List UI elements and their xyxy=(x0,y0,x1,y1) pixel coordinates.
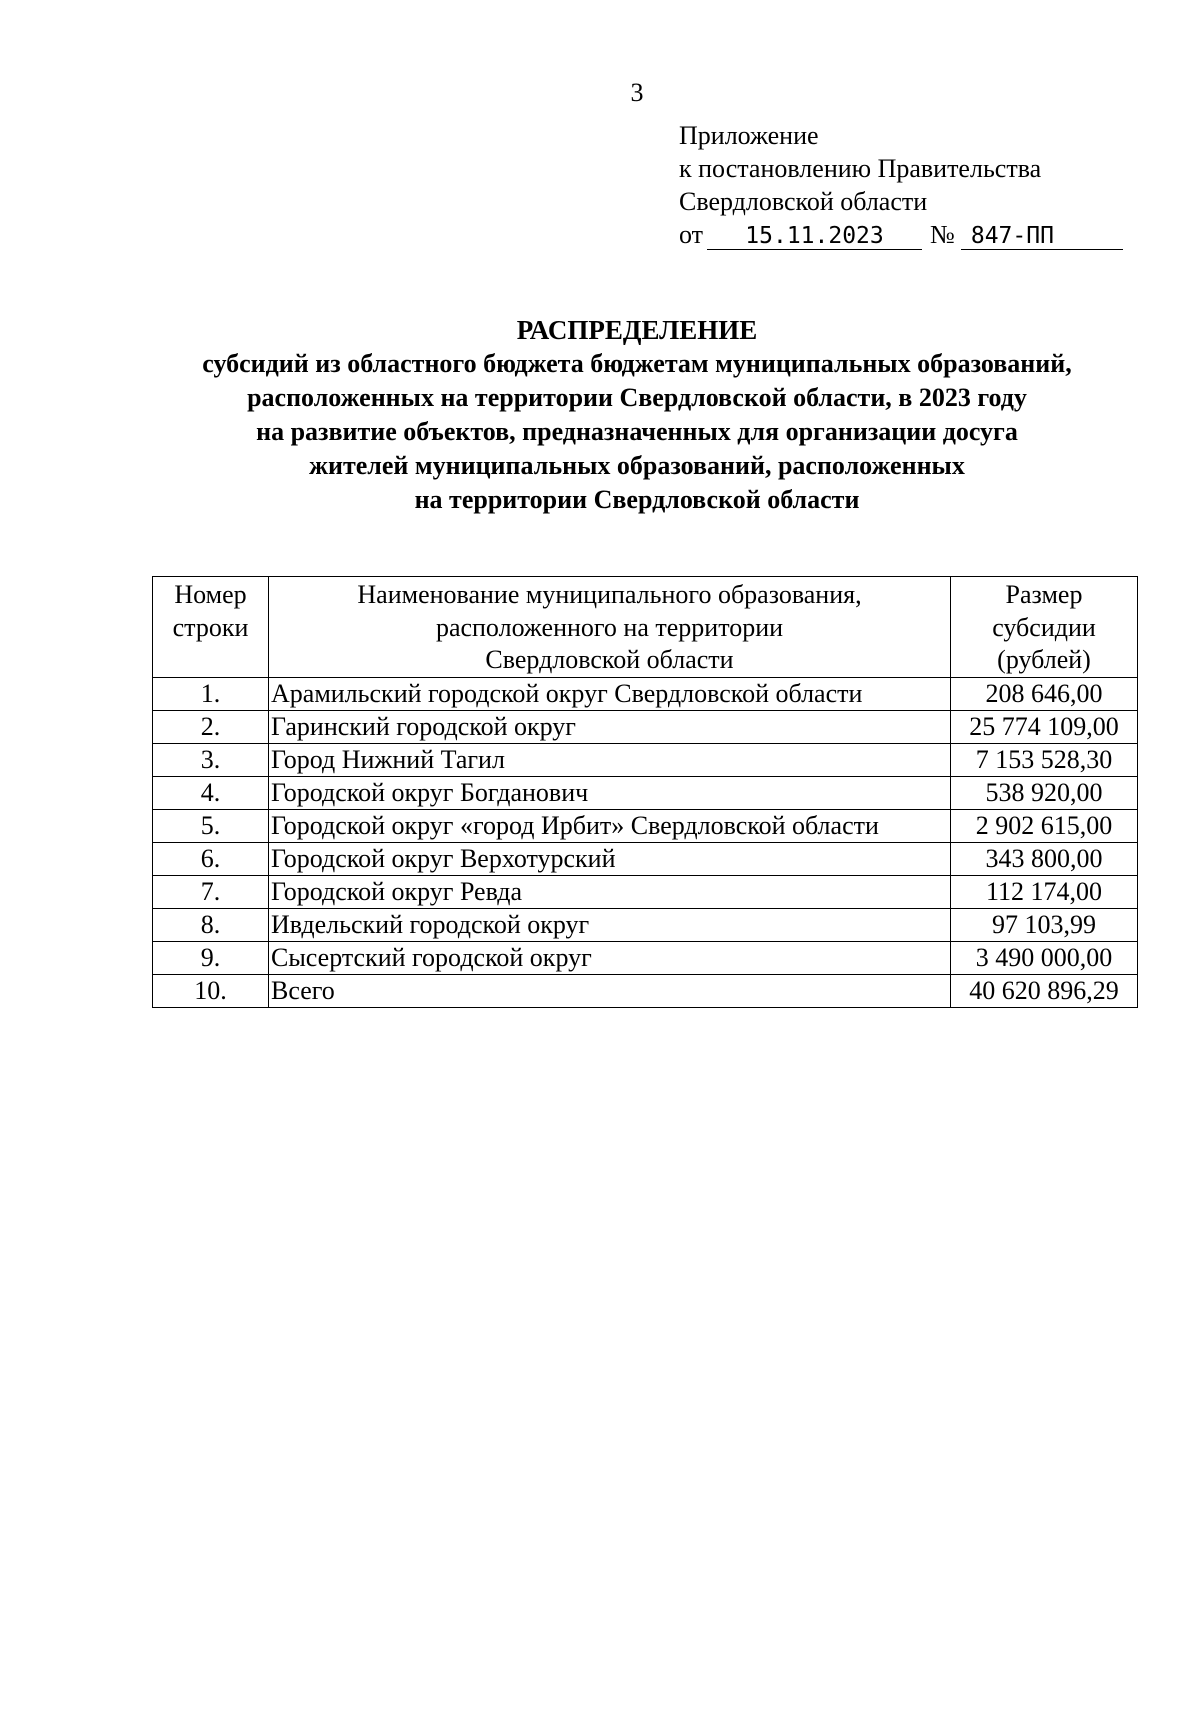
municipality-name: Городской округ Верхотурский xyxy=(269,842,951,875)
header-municipality xyxy=(269,577,951,678)
row-number: 10. xyxy=(153,974,269,1007)
table-row xyxy=(153,710,1138,743)
document-title xyxy=(0,313,1200,517)
municipality-name: Сысертский городской округ xyxy=(269,941,951,974)
appendix-line-1: Приложение xyxy=(679,121,819,150)
subsidy-table xyxy=(152,576,1138,1008)
header-text: Номер xyxy=(174,580,247,609)
row-number: 4. xyxy=(153,776,269,809)
header-text: строки xyxy=(172,612,249,642)
title-line-5: на территории Свердловской области xyxy=(414,485,860,514)
title-line-4: жителей муниципальных образований, расположенных xyxy=(309,451,965,480)
table-row xyxy=(153,875,1138,908)
decree-number: 847-ПП xyxy=(961,223,1123,250)
row-number: 2. xyxy=(153,710,269,743)
title-heading: РАСПРЕДЕЛЕНИЕ xyxy=(516,315,758,345)
appendix-line-2: к постановлению Правительства xyxy=(679,154,1042,183)
municipality-name: Городской округ Богданович xyxy=(269,776,951,809)
municipality-name: Ивдельский городской округ xyxy=(269,908,951,941)
table-header-row xyxy=(153,577,1138,678)
row-number: 5. xyxy=(153,809,269,842)
header-text: (рублей) xyxy=(997,645,1091,674)
municipality-name: Городской округ «город Ирбит» Свердловской области xyxy=(269,809,951,842)
table-row xyxy=(153,842,1138,875)
row-number: 8. xyxy=(153,908,269,941)
subsidy-amount: 97 103,99 xyxy=(951,908,1138,941)
subsidy-amount: 25 774 109,00 xyxy=(951,710,1138,743)
appendix-block xyxy=(679,119,1123,251)
header-text: субсидии xyxy=(992,612,1096,642)
header-amount xyxy=(951,577,1138,678)
subsidy-amount: 3 490 000,00 xyxy=(951,941,1138,974)
header-row-number xyxy=(153,577,269,678)
appendix-line-3: Свердловской области xyxy=(679,187,928,216)
municipality-name: Городской округ Ревда xyxy=(269,875,951,908)
table-body xyxy=(153,677,1138,1007)
subsidy-amount: 208 646,00 xyxy=(951,677,1138,710)
header-text: Наименование муниципального образования, xyxy=(357,580,862,609)
table-total-row xyxy=(153,974,1138,1007)
table-row xyxy=(153,809,1138,842)
title-line-3: на развитие объектов, предназначенных для организации досуга xyxy=(256,417,1018,446)
table-row xyxy=(153,941,1138,974)
appendix-date-line xyxy=(679,218,1123,251)
subsidy-amount: 7 153 528,30 xyxy=(951,743,1138,776)
header-text: Размер xyxy=(1005,580,1083,609)
municipality-name: Всего xyxy=(269,974,951,1007)
subsidy-amount: 2 902 615,00 xyxy=(951,809,1138,842)
municipality-name: Гаринский городской округ xyxy=(269,710,951,743)
table-row xyxy=(153,743,1138,776)
page-number: 3 xyxy=(630,78,644,107)
decree-date: 15.11.2023 xyxy=(707,223,922,250)
row-number: 3. xyxy=(153,743,269,776)
row-number: 7. xyxy=(153,875,269,908)
subsidy-amount: 343 800,00 xyxy=(951,842,1138,875)
header-text: Свердловской области xyxy=(485,645,734,674)
header-text: расположенного на территории xyxy=(435,612,784,642)
date-prefix: от xyxy=(679,220,704,249)
table-row xyxy=(153,677,1138,710)
title-line-1: субсидий из областного бюджета бюджетам муниципальных образований, xyxy=(202,349,1072,378)
subsidy-amount: 538 920,00 xyxy=(951,776,1138,809)
subsidy-amount: 112 174,00 xyxy=(951,875,1138,908)
municipality-name: Город Нижний Тагил xyxy=(269,743,951,776)
title-line-2: расположенных на территории Свердловской области, в 2023 году xyxy=(247,383,1027,412)
row-number: 9. xyxy=(153,941,269,974)
row-number: 1. xyxy=(153,677,269,710)
municipality-name: Арамильский городской округ Свердловской области xyxy=(269,677,951,710)
table-row xyxy=(153,908,1138,941)
number-prefix: № xyxy=(930,220,955,249)
table-row xyxy=(153,776,1138,809)
subsidy-amount: 40 620 896,29 xyxy=(951,974,1138,1007)
row-number: 6. xyxy=(153,842,269,875)
